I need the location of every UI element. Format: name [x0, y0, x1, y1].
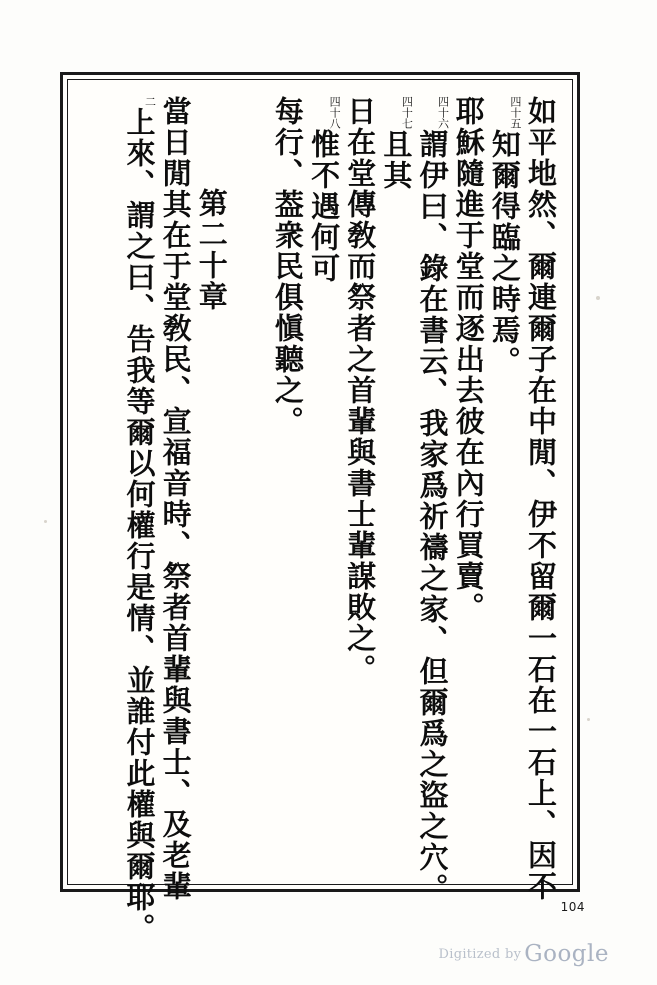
- text-column-content: 且其: [379, 129, 414, 191]
- text-column: [379, 96, 414, 870]
- text-column: 日在堂傳敎而祭者之首輩與書士輩謀敗之。: [343, 96, 378, 685]
- google-digitized-watermark: [439, 941, 609, 967]
- chapter-heading: 第二十章: [194, 188, 229, 312]
- scan-speck: [596, 296, 600, 300]
- verse-number: 四十七: [400, 96, 414, 129]
- scan-speck: [587, 718, 590, 721]
- text-column-content: 惟不遇何可: [307, 129, 342, 284]
- text-column-content: 謂伊曰、錄在書云、我家爲祈禱之家、但爾爲之盜之穴。: [415, 129, 450, 904]
- verse-number: 四十六: [436, 96, 450, 129]
- text-column: 當日閒其在于堂敎民、宣福音時、祭者首輩與書士、及老輩: [158, 96, 193, 902]
- page-number: 104: [560, 900, 585, 914]
- vertical-text-body: [86, 96, 558, 944]
- verse-number: 四十五: [508, 96, 522, 129]
- text-column: [487, 96, 522, 870]
- verse-number: 二: [143, 96, 157, 107]
- text-column: [122, 96, 157, 944]
- text-column: [307, 96, 342, 870]
- text-column: [415, 96, 450, 904]
- text-column: 每行、葢衆民俱愼聽之。: [270, 96, 305, 437]
- watermark-prefix: Digitized by: [438, 947, 522, 962]
- scan-speck: [44, 520, 47, 523]
- text-column-blank: [233, 96, 267, 870]
- text-column: 耶穌隨進于堂而逐出去彼在內行買賣。: [451, 96, 486, 623]
- text-column: 如平地然、爾連爾子在中閒、伊不留爾一石在一石上、因不: [524, 96, 558, 902]
- text-column-content: 上來、謂之曰、告我等爾以何權行是情、並誰付此權與爾耶。: [122, 107, 157, 944]
- verse-number: 四十八: [328, 96, 342, 129]
- text-column-content: 知爾得臨之時焉。: [487, 129, 522, 377]
- watermark-brand: Google: [524, 941, 609, 967]
